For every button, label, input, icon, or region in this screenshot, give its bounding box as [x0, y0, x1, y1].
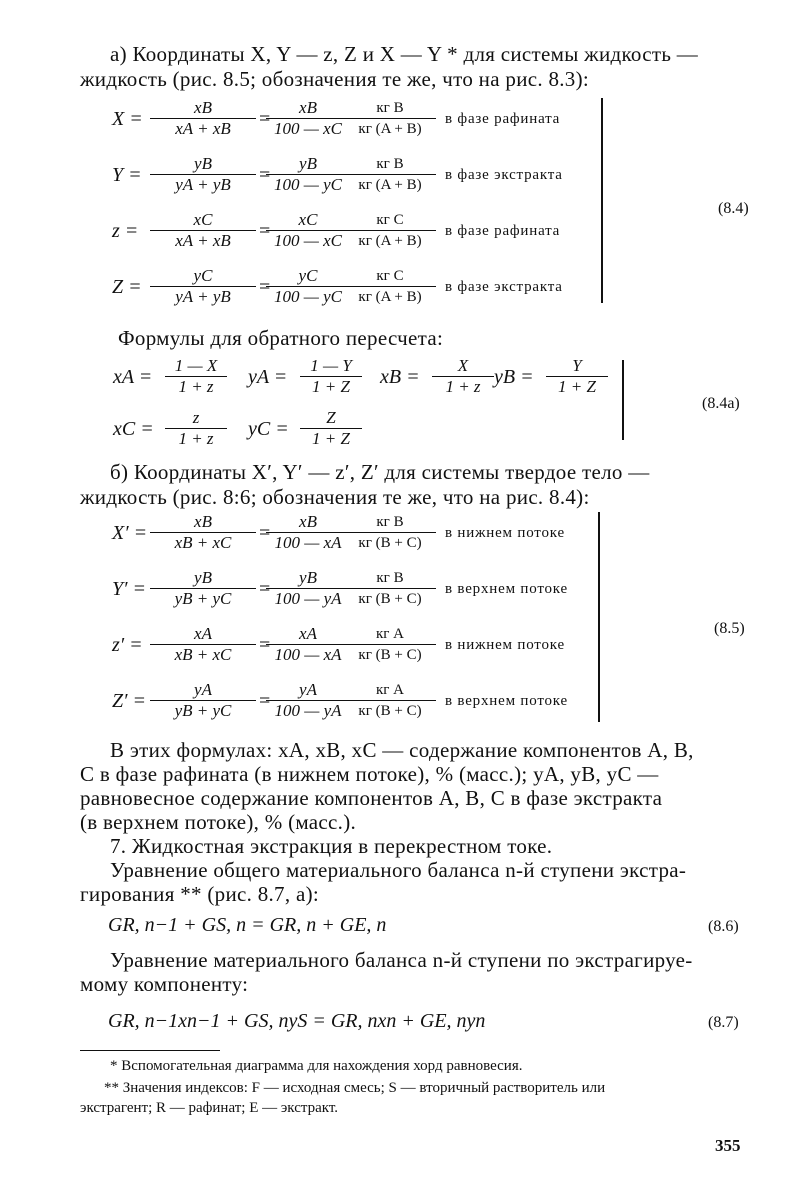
reverse-formulas-title: Формулы для обратного пересчета:	[118, 326, 444, 350]
row-1-unit-denominator: кг (A + B)	[358, 177, 422, 193]
row-2-unit-numerator: кг C	[344, 210, 436, 231]
row-2-fraction-2	[266, 624, 350, 665]
row-3-equals: =	[259, 690, 271, 712]
row-0-fraction-1-denominator: xB + xC	[174, 533, 232, 552]
row-3-unit-denominator: кг (A + B)	[358, 289, 422, 305]
row-2-unit	[344, 210, 436, 251]
equation-number-8-6: (8.6)	[708, 918, 739, 935]
row-3-lhs: Z′ =	[112, 690, 146, 712]
explanation-line-3: равновесное содержание компонентов A, B, C в фазе экстракта	[80, 786, 663, 810]
row-3-fraction-1-numerator: yC	[150, 266, 256, 287]
row-2-unit	[344, 624, 436, 665]
row-2-unit-denominator: кг (A + B)	[358, 233, 422, 249]
row-3-fraction-1-numerator: yA	[150, 680, 256, 701]
row-1-fraction-1	[150, 154, 256, 195]
row-1-unit	[344, 154, 436, 195]
para-b-line2: жидкость (рис. 8:6; обозначения те же, что на рис. 8.4):	[80, 485, 590, 509]
row-2-phase: в фазе рафината	[445, 223, 561, 239]
row-1-lhs: Y =	[112, 164, 142, 186]
row-0-unit	[344, 512, 436, 553]
section-7-title: 7. Жидкостная экстракция в перекрестном токе.	[110, 834, 553, 858]
reverse-yA-lhs: yA =	[248, 366, 288, 388]
row-2-fraction-2-numerator: xC	[266, 210, 350, 231]
row-3-fraction-2-denominator: 100 — yC	[274, 287, 342, 306]
row-0-fraction-1-denominator: xA + xB	[175, 119, 231, 138]
row-3-unit-numerator: кг C	[344, 266, 436, 287]
explanation-line-1: В этих формулах: xA, xB, xC — содержание компонентов A, B,	[110, 738, 694, 762]
reverse-xC-fraction	[165, 408, 227, 449]
brace-8-4	[601, 98, 603, 303]
row-2-fraction-1-numerator: xA	[150, 624, 256, 645]
para-a-line2: жидкость (рис. 8.5; обозначения те же, что на рис. 8.3):	[80, 67, 590, 91]
row-0-fraction-1	[150, 98, 256, 139]
balance-text-1: Уравнение общего материального баланса n-й ступени экстра-	[110, 858, 687, 882]
row-1-equals: =	[259, 578, 271, 600]
row-0-unit-numerator: кг B	[344, 512, 436, 533]
row-3-phase: в верхнем потоке	[445, 693, 568, 709]
reverse-xC-fraction-denominator: 1 + z	[178, 429, 214, 448]
reverse-xA-fraction-numerator: 1 — X	[165, 356, 227, 377]
row-0-equals: =	[259, 522, 271, 544]
row-3-equals: =	[259, 276, 271, 298]
reverse-yB-lhs: yB =	[494, 366, 534, 388]
reverse-xA-lhs: xA =	[113, 366, 153, 388]
reverse-yB-fraction-denominator: 1 + Z	[558, 377, 596, 396]
row-0-unit-denominator: кг (B + C)	[358, 535, 422, 551]
footnote-1: * Вспомогательная диаграмма для нахождения хорд равновесия.	[110, 1058, 523, 1074]
brace-8-5	[598, 512, 600, 722]
row-1-fraction-1-denominator: yB + yC	[174, 589, 232, 608]
reverse-xB-fraction-denominator: 1 + z	[445, 377, 481, 396]
row-0-fraction-2-numerator: xB	[266, 512, 350, 533]
row-1-fraction-2-denominator: 100 — yA	[274, 589, 342, 608]
row-3-fraction-1-denominator: yB + yC	[174, 701, 232, 720]
row-1-phase: в фазе экстракта	[445, 167, 563, 183]
reverse-xC-lhs: xC =	[113, 418, 154, 440]
row-1-unit-numerator: кг B	[344, 568, 436, 589]
row-2-fraction-1-denominator: xB + xC	[174, 645, 232, 664]
row-0-fraction-2	[266, 98, 350, 139]
row-3-unit	[344, 680, 436, 721]
reverse-yA-fraction-denominator: 1 + Z	[312, 377, 350, 396]
row-1-fraction-2-numerator: yB	[266, 568, 350, 589]
row-3-fraction-2-numerator: yA	[266, 680, 350, 701]
row-0-unit-denominator: кг (A + B)	[358, 121, 422, 137]
row-2-fraction-1	[150, 210, 256, 251]
row-2-fraction-2	[266, 210, 350, 251]
row-1-unit-numerator: кг B	[344, 154, 436, 175]
row-1-unit	[344, 568, 436, 609]
row-1-fraction-1-denominator: yA + yB	[175, 175, 231, 194]
row-2-equals: =	[259, 220, 271, 242]
equation-8-6: GR, n−1 + GS, n = GR, n + GE, n	[108, 914, 387, 936]
row-1-fraction-1-numerator: yB	[150, 154, 256, 175]
row-0-unit	[344, 98, 436, 139]
row-1-phase: в верхнем потоке	[445, 581, 568, 597]
row-3-phase: в фазе экстракта	[445, 279, 563, 295]
row-2-phase: в нижнем потоке	[445, 637, 565, 653]
para-b-line1: б) Координаты X′, Y′ — z′, Z′ для системы твердое тело —	[110, 460, 650, 484]
row-2-unit-denominator: кг (B + C)	[358, 647, 422, 663]
row-1-fraction-2	[266, 154, 350, 195]
row-2-fraction-2-denominator: 100 — xC	[274, 231, 342, 250]
row-3-fraction-1-denominator: yA + yB	[175, 287, 231, 306]
row-2-fraction-2-numerator: xA	[266, 624, 350, 645]
row-2-unit-numerator: кг A	[344, 624, 436, 645]
reverse-yA-fraction	[300, 356, 362, 397]
row-3-fraction-2-denominator: 100 — yA	[274, 701, 342, 720]
row-2-equals: =	[259, 634, 271, 656]
row-1-fraction-2	[266, 568, 350, 609]
page-number: 355	[715, 1136, 741, 1155]
row-1-fraction-1	[150, 568, 256, 609]
row-2-fraction-1	[150, 624, 256, 665]
row-0-phase: в фазе рафината	[445, 111, 561, 127]
brace-8-4a	[622, 360, 624, 440]
equation-number-8-7: (8.7)	[708, 1014, 739, 1031]
reverse-yA-fraction-numerator: 1 — Y	[300, 356, 362, 377]
row-3-fraction-2-numerator: yC	[266, 266, 350, 287]
equation-number-8-4a: (8.4a)	[702, 395, 740, 412]
row-2-fraction-1-numerator: xC	[150, 210, 256, 231]
row-1-lhs: Y′ =	[112, 578, 146, 600]
reverse-yB-fraction	[546, 356, 608, 397]
explanation-line-4: (в верхнем потоке), % (масс.).	[80, 810, 357, 834]
para-a-line1: а) Координаты X, Y — z, Z и X — Y * для системы жидкость —	[110, 42, 699, 66]
row-1-equals: =	[259, 164, 271, 186]
balance-text-4: мому компоненту:	[80, 972, 249, 996]
row-1-fraction-2-denominator: 100 — yC	[274, 175, 342, 194]
row-0-fraction-2-denominator: 100 — xA	[274, 533, 342, 552]
reverse-yC-fraction-numerator: Z	[300, 408, 362, 429]
row-1-unit-denominator: кг (B + C)	[358, 591, 422, 607]
row-2-fraction-2-denominator: 100 — xA	[274, 645, 342, 664]
balance-text-3: Уравнение материального баланса n-й ступени по экстрагируе-	[110, 948, 693, 972]
row-0-phase: в нижнем потоке	[445, 525, 565, 541]
equation-number-8-5: (8.5)	[714, 620, 745, 637]
row-1-fraction-2-numerator: yB	[266, 154, 350, 175]
balance-text-2: гирования ** (рис. 8.7, a):	[80, 882, 319, 906]
row-0-fraction-1	[150, 512, 256, 553]
row-0-equals: =	[259, 108, 271, 130]
row-3-fraction-1	[150, 266, 256, 307]
explanation-line-2: C в фазе рафината (в нижнем потоке), % (масс.); yA, yB, yC —	[80, 762, 659, 786]
equation-8-7: GR, n−1xn−1 + GS, nyS = GR, nxn + GE, nyn	[108, 1010, 486, 1032]
row-2-lhs: z′ =	[112, 634, 143, 656]
equation-number-8-4: (8.4)	[718, 200, 749, 217]
reverse-yC-fraction	[300, 408, 362, 449]
reverse-xB-fraction	[432, 356, 494, 397]
row-3-unit-denominator: кг (B + C)	[358, 703, 422, 719]
footnote-2-line-2: экстрагент; R — рафинат; E — экстракт.	[80, 1100, 339, 1116]
row-0-fraction-1-numerator: xB	[150, 98, 256, 119]
row-3-unit	[344, 266, 436, 307]
reverse-yB-fraction-numerator: Y	[546, 356, 608, 377]
row-0-fraction-2-numerator: xB	[266, 98, 350, 119]
row-2-lhs: z =	[112, 220, 139, 242]
row-0-lhs: X =	[112, 108, 143, 130]
footnote-rule	[80, 1050, 220, 1051]
row-3-fraction-1	[150, 680, 256, 721]
row-1-fraction-1-numerator: yB	[150, 568, 256, 589]
footnote-2-line-1: ** Значения индексов: F — исходная смесь; S — вторичный растворитель или	[104, 1080, 606, 1096]
row-0-fraction-2-denominator: 100 — xC	[274, 119, 342, 138]
row-0-fraction-2	[266, 512, 350, 553]
row-0-unit-numerator: кг B	[344, 98, 436, 119]
row-3-lhs: Z =	[112, 276, 142, 298]
reverse-xB-lhs: xB =	[380, 366, 420, 388]
reverse-yC-lhs: yC =	[248, 418, 289, 440]
row-3-fraction-2	[266, 266, 350, 307]
row-2-fraction-1-denominator: xA + xB	[175, 231, 231, 250]
row-0-lhs: X′ =	[112, 522, 148, 544]
reverse-xB-fraction-numerator: X	[432, 356, 494, 377]
row-3-fraction-2	[266, 680, 350, 721]
reverse-xA-fraction-denominator: 1 + z	[178, 377, 214, 396]
reverse-xC-fraction-numerator: z	[165, 408, 227, 429]
reverse-xA-fraction	[165, 356, 227, 397]
row-0-fraction-1-numerator: xB	[150, 512, 256, 533]
row-3-unit-numerator: кг A	[344, 680, 436, 701]
reverse-yC-fraction-denominator: 1 + Z	[312, 429, 350, 448]
